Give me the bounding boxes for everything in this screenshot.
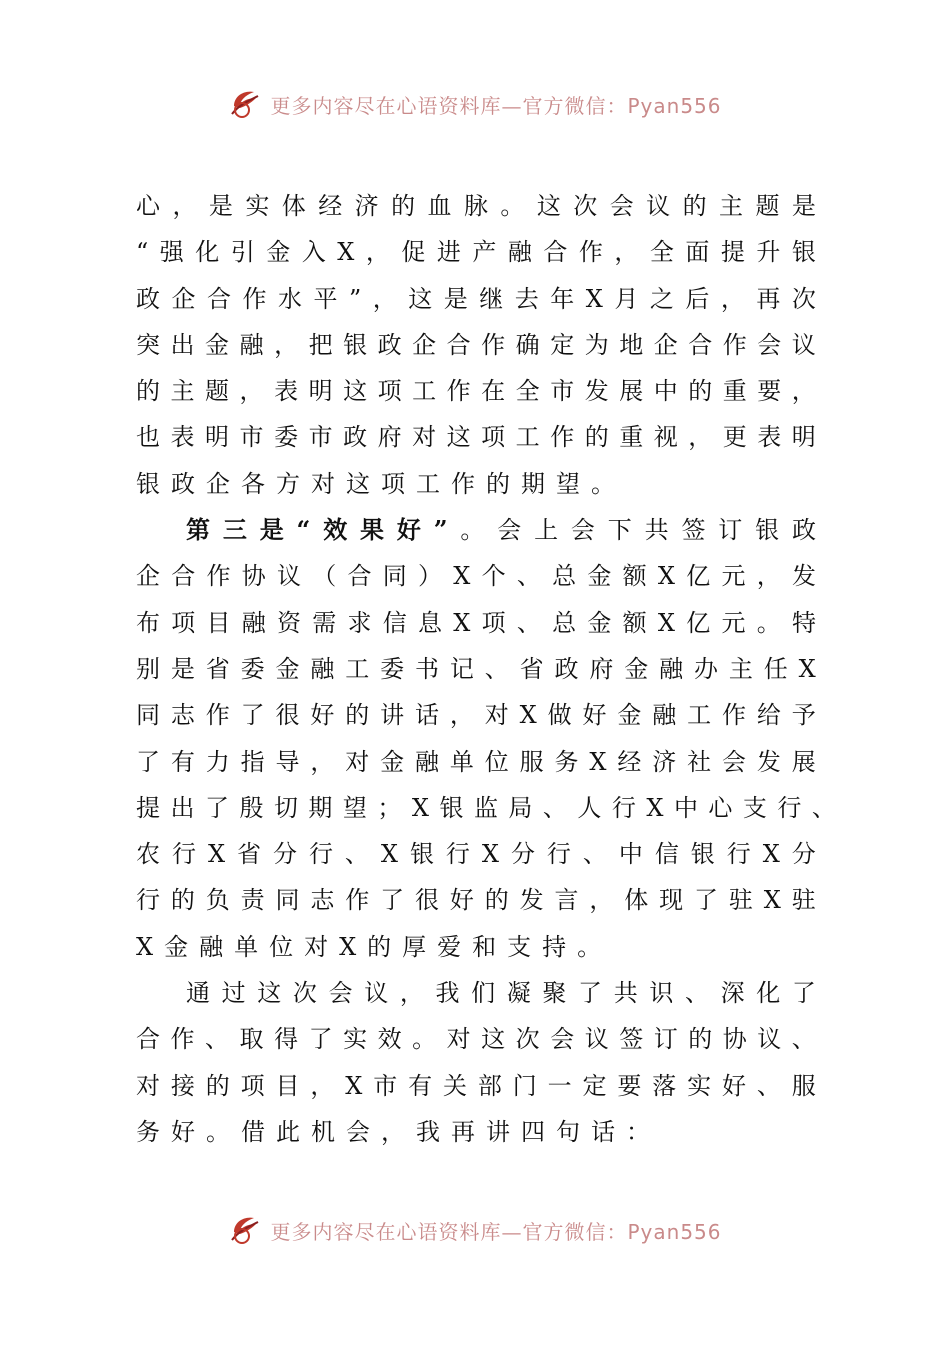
quill-logo-icon (228, 86, 264, 122)
paragraph-2 (136, 507, 836, 970)
text-line: 布 项 目 融 资 需 求 信 息 X 项 、 总 金 额 X 亿 元 。 特 (136, 608, 816, 637)
text-line: 合 作 、 取 得 了 实 效 。 对 这 次 会 议 签 订 的 协 议 、 (136, 1025, 816, 1054)
text-line: 务好。借此机会，我再讲四句话： (136, 1117, 661, 1146)
text-line: 的 主 题 ， 表 明 这 项 工 作 在 全 市 发 展 中 的 重 要 ， (136, 377, 816, 406)
text-line: 别 是 省 委 金 融 工 委 书 记 、 省 政 府 金 融 办 主 任 X (136, 654, 816, 683)
text-line: 通 过 这 次 会 议 ， 我 们 凝 聚 了 共 识 、 深 化 了 (186, 979, 816, 1008)
text-line: 心 ， 是 实 体 经 济 的 血 脉 。 这 次 会 议 的 主 题 是 (136, 192, 816, 220)
document-body (136, 183, 836, 1155)
text-line: 银政企各方对这项工作的期望。 (136, 469, 626, 498)
footer-watermark (0, 1212, 950, 1248)
text-line: 行 的 负 责 同 志 作 了 很 好 的 发 言 ， 体 现 了 驻 X 驻 (136, 886, 816, 915)
text-line: 企 合 作 协 议 （ 合 同 ） X 个 、 总 金 额 X 亿 元 ， 发 (136, 562, 816, 591)
paragraph-3 (136, 970, 836, 1155)
watermark-text: 更多内容尽在心语资料库—官方微信：Pyan556 (270, 93, 722, 118)
quill-logo-icon (228, 1212, 264, 1248)
text-line: 提 出 了 殷 切 期 望 ； X 银 监 局 、 人 行 X 中 心 支 行 、 (136, 793, 836, 822)
text-line: 了 有 力 指 导 ， 对 金 融 单 位 服 务 X 经 济 社 会 发 展 (136, 747, 816, 776)
text-line: 农 行 X 省 分 行 、 X 银 行 X 分 行 、 中 信 银 行 X 分 (136, 840, 816, 869)
text-line: 政 企 合 作 水 平 ” ， 这 是 继 去 年 X 月 之 后 ， 再 次 (136, 284, 816, 313)
text-line: 突 出 金 融 ， 把 银 政 企 合 作 确 定 为 地 企 合 作 会 议 (136, 330, 816, 359)
text-line: 同 志 作 了 很 好 的 讲 话 ， 对 X 做 好 金 融 工 作 给 予 (136, 701, 816, 730)
watermark-text: 更多内容尽在心语资料库—官方微信：Pyan556 (270, 1219, 722, 1244)
text-line: 对 接 的 项 目 ， X 市 有 关 部 门 一 定 要 落 实 好 、 服 (136, 1071, 816, 1100)
text-line: 第 三 是 “ 效 果 好 ” 。 会 上 会 下 共 签 订 银 政 (186, 515, 816, 545)
text-line: 也 表 明 市 委 市 政 府 对 这 项 工 作 的 重 视 ， 更 表 明 (136, 423, 816, 452)
text-line: X金融单位对X的厚爱和支持。 (136, 932, 613, 961)
text-line: “ 强 化 引 金 入 X ， 促 进 产 融 合 作 ， 全 面 提 升 银 (136, 238, 816, 267)
paragraph-1 (136, 183, 836, 507)
header-watermark (0, 86, 950, 122)
